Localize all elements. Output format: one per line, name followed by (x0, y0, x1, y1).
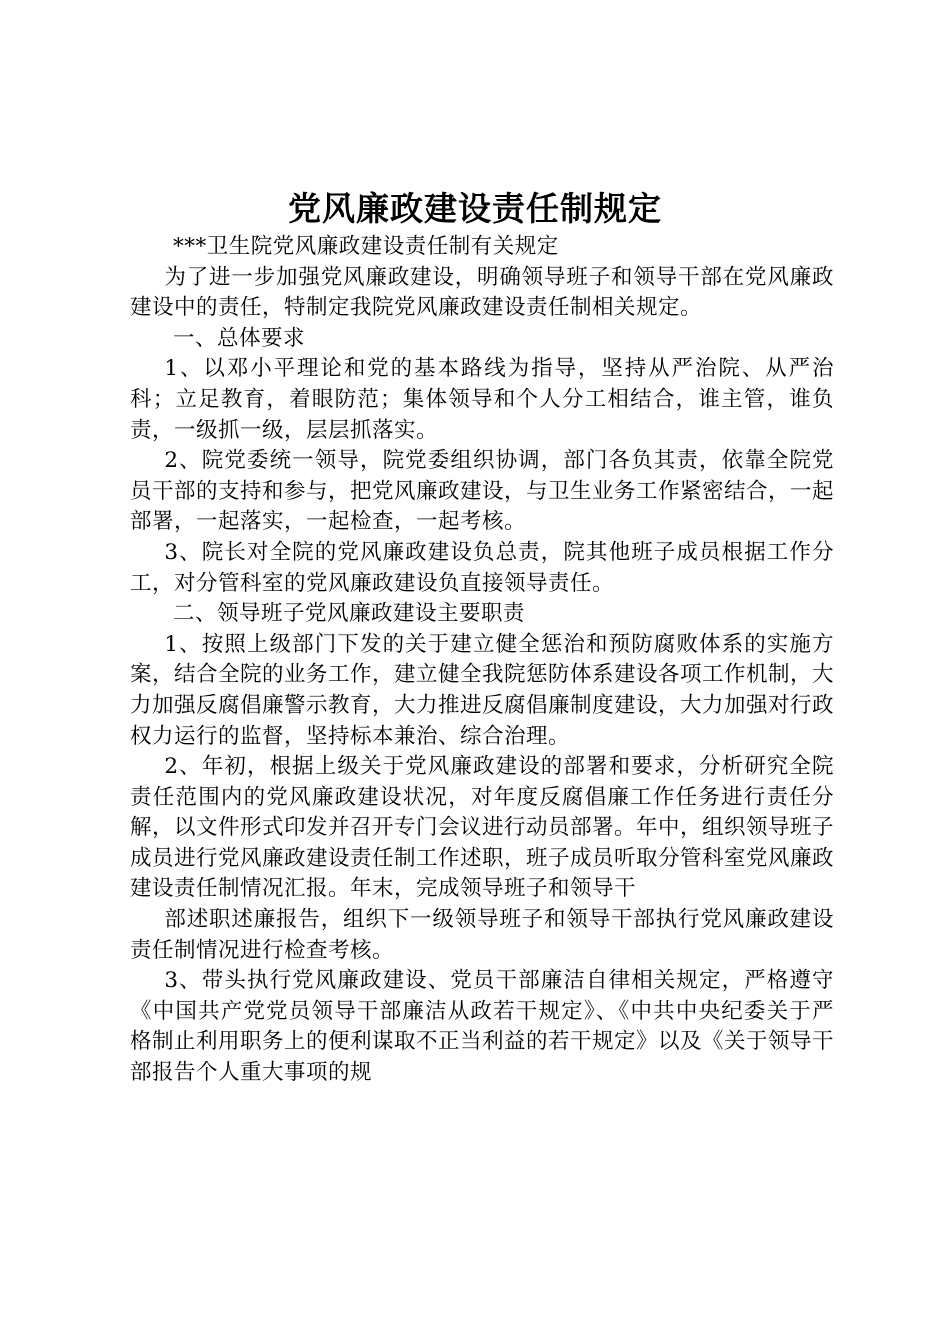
paragraph: 2、年初，根据上级关于党风廉政建设的部署和要求，分析研究全院责任范围内的党风廉政建设状况，对年度反腐倡廉工作任务进行责任分解，以文件形式印发并召开专门会议进行动员部署。年中，组织领导班子成员进行党风廉政建设责任制工作述职，班子成员听取分管科室党风廉政建设责任制情况汇报。年末，完成领导班子和领导干 (130, 754, 835, 902)
paragraph: 1、以邓小平理论和党的基本路线为指导，坚持从严治院、从严治科；立足教育，着眼防范；集体领导和个人分工相结合，谁主管，谁负责，一级抓一级，层层抓落实。 (130, 356, 834, 443)
section-heading-general: 一、总体要求 (173, 325, 306, 351)
section-heading-duties: 二、领导班子党风廉政建设主要职责 (173, 601, 526, 627)
paragraph: 3、带头执行党风廉政建设、党员干部廉洁自律相关规定，严格遵守《中国共产党党员领导干部廉洁从政若干规定》、《中共中央纪委关于严格制止利用职务上的便利谋取不正当利益的若干规定》以及《关于领导干部报告个人重大事项的规 (130, 968, 835, 1086)
paragraph: 2、院党委统一领导，院党委组织协调，部门各负其责，依靠全院党员干部的支持和参与，把党风廉政建设，与卫生业务工作紧密结合，一起部署，一起落实，一起检查，一起考核。 (130, 448, 835, 535)
subtitle-paragraph: ***卫生院党风廉政建设责任制有关规定 (173, 234, 559, 259)
document-body (130, 232, 834, 1089)
paragraph: 3、院长对全院的党风廉政建设负总责，院其他班子成员根据工作分工，对分管科室的党风廉政建设负直接领导责任。 (130, 539, 834, 596)
intro-paragraph: 为了进一步加强党风廉政建设，明确领导班子和领导干部在党风廉政建设中的责任，特制定我院党风廉政建设责任制相关规定。 (130, 264, 834, 321)
paragraph: 1、按照上级部门下发的关于建立健全惩治和预防腐败体系的实施方案，结合全院的业务工作，建立健全我院惩防体系建设各项工作机制，大力加强反腐倡廉警示教育，大力推进反腐倡廉制度建设，大力加强对行政权力运行的监督，坚持标本兼治、综合治理。 (130, 631, 835, 749)
paragraph: 部述职述廉报告，组织下一级领导班子和领导干部执行党风廉政建设责任制情况进行检查考核。 (130, 907, 834, 963)
document-title: 党风廉政建设责任制规定 (288, 189, 662, 228)
